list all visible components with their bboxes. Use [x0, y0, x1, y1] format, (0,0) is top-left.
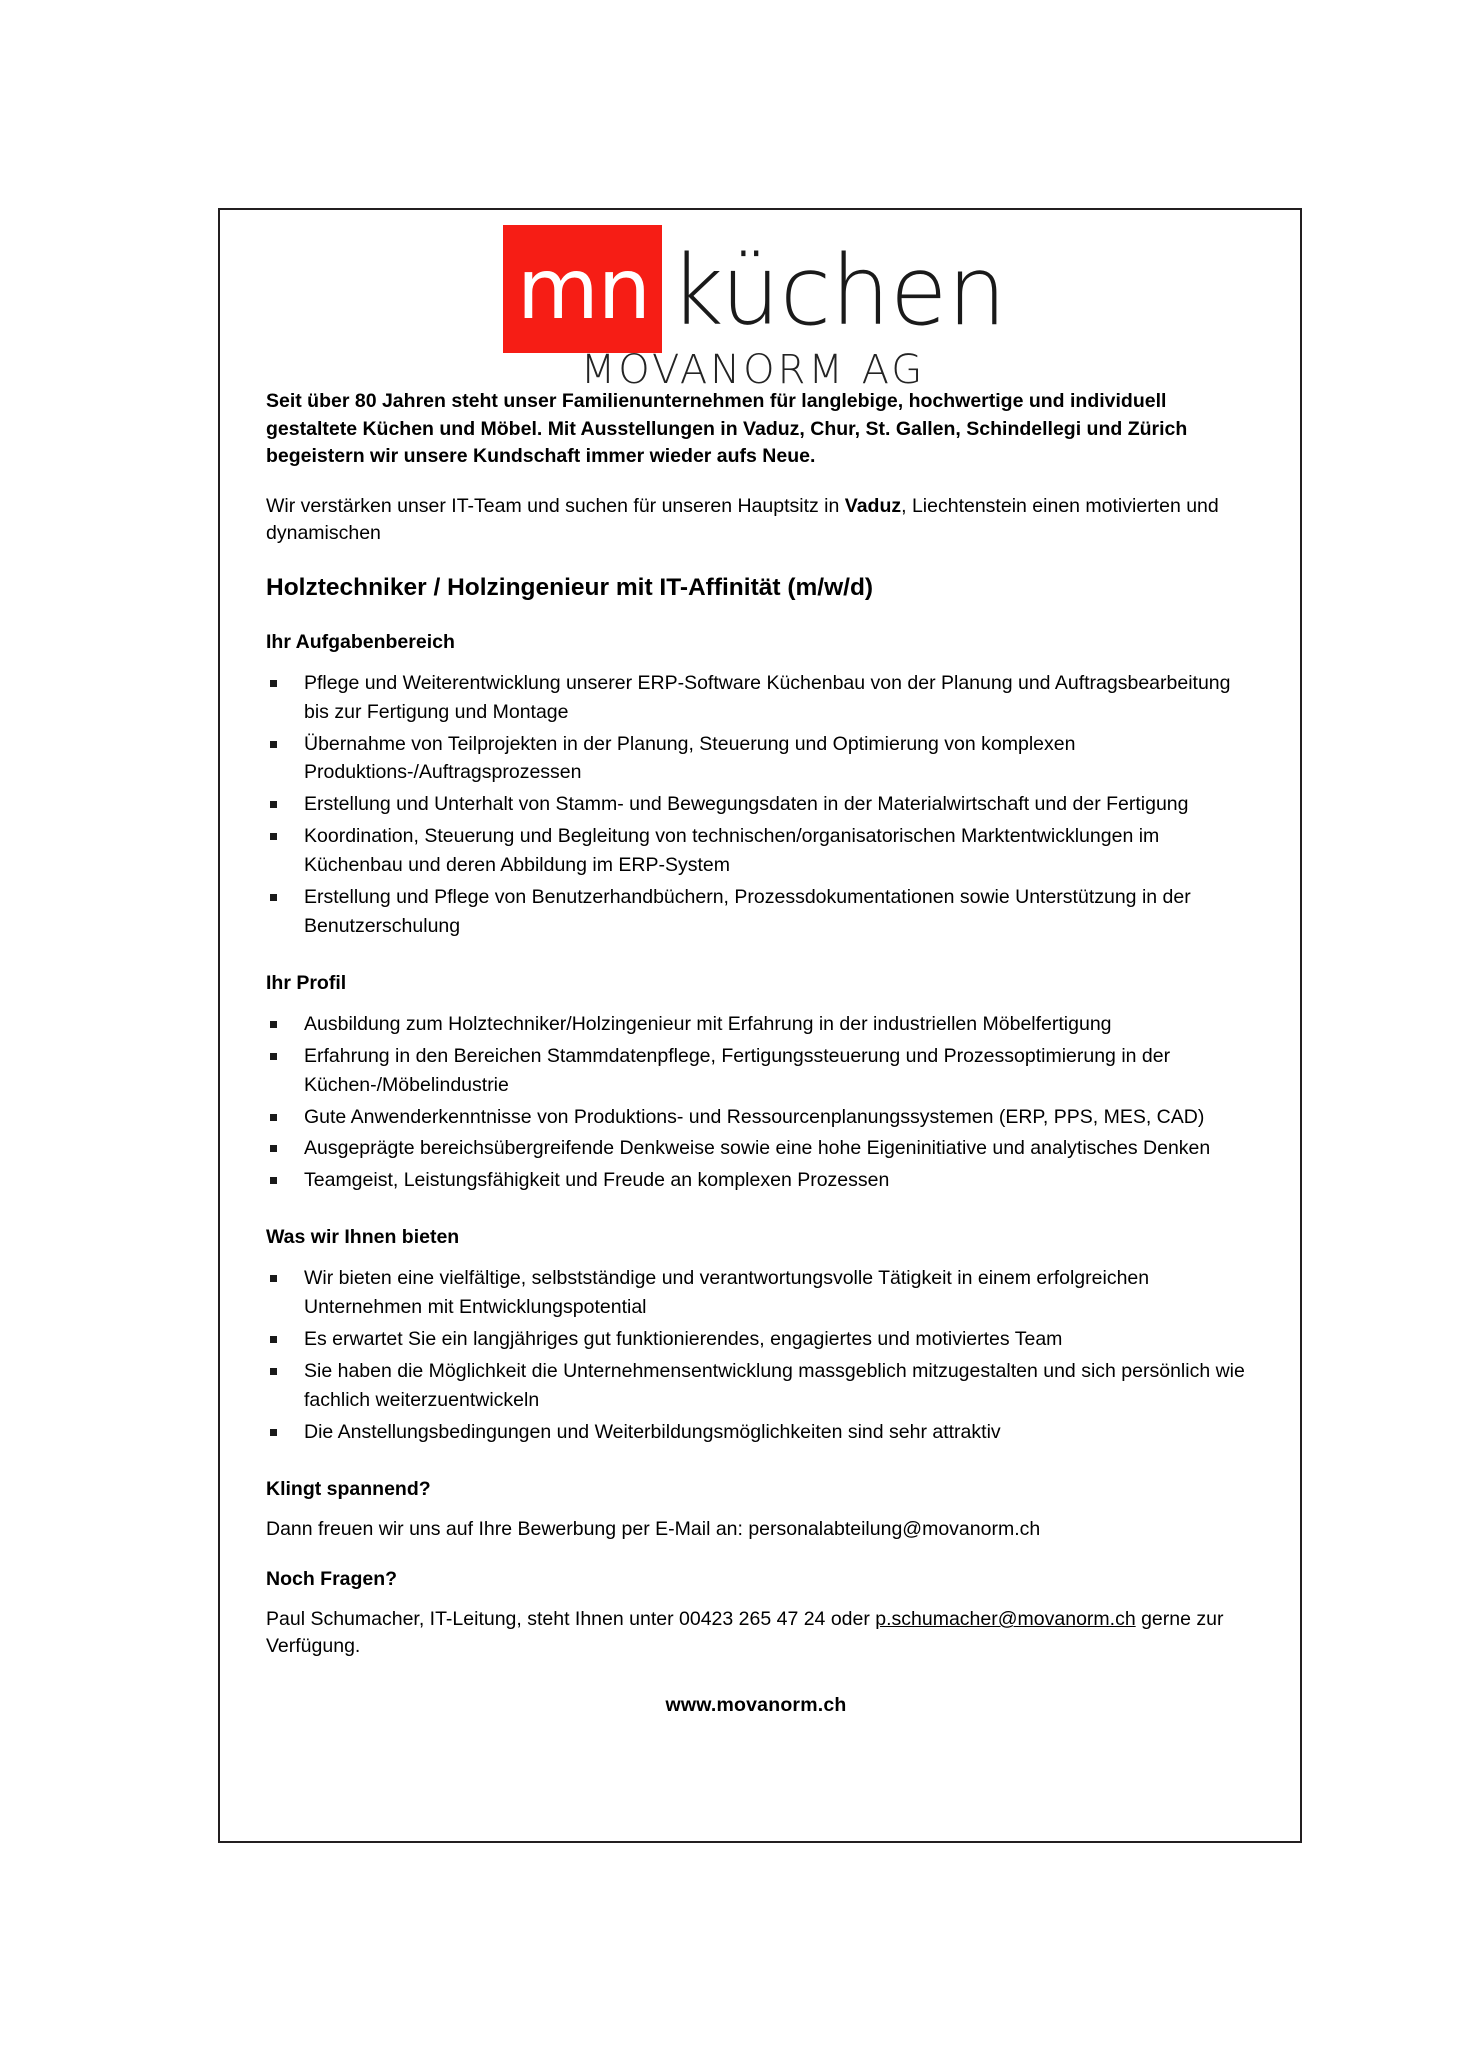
square-bullet-icon — [270, 1275, 277, 1282]
section-heading-aufgabenbereich: Ihr Aufgabenbereich — [266, 630, 455, 653]
list-item-text: Gute Anwenderkenntnisse von Produktions- und Ressourcenplanungssystemen (ERP, PPS, MES, CAD) — [304, 1105, 1205, 1128]
logo-mn-badge: mn — [503, 225, 662, 353]
list-item-text: Teamgeist, Leistungsfähigkeit und Freude an komplexen Prozessen — [304, 1169, 890, 1192]
lead-text-after: , Liechtenstein einen motivierten und dynamischen — [266, 495, 1219, 544]
list-item — [266, 790, 1246, 819]
list-item-text: Pflege und Weiterentwicklung unserer ERP-Software Küchenbau von der Planung und Auftragsbearbeitung bis zur Fertigung und Montage — [304, 671, 1231, 723]
job-advert-page — [218, 208, 1302, 1843]
logo-wordmark — [503, 225, 1017, 353]
list-item — [266, 1103, 1246, 1132]
section-heading-noch-fragen: Noch Fragen? — [266, 1567, 398, 1590]
section-heading-bieten: Was wir Ihnen bieten — [266, 1226, 460, 1249]
lead-text-before: Wir verstärken unser IT-Team und suchen für unseren Hauptsitz in — [266, 495, 845, 518]
list-item — [266, 1325, 1246, 1354]
list-item — [266, 730, 1246, 788]
list-item — [266, 1010, 1246, 1039]
square-bullet-icon — [270, 1145, 277, 1152]
list-item — [266, 1134, 1246, 1163]
page-title: Holztechniker / Holzingenieur mit IT-Affinität (m/w/d) — [266, 573, 874, 601]
list-item — [266, 1166, 1246, 1195]
list-profil — [266, 1010, 1246, 1195]
list-aufgabenbereich — [266, 669, 1246, 941]
company-logo — [220, 210, 1300, 393]
list-item-text: Es erwartet Sie ein langjähriges gut funktionierendes, engagiertes und motiviertes Team — [304, 1328, 1063, 1351]
advert-content — [266, 388, 1246, 1717]
square-bullet-icon — [270, 1429, 277, 1436]
list-bieten — [266, 1264, 1246, 1446]
list-item — [266, 822, 1246, 880]
list-item — [266, 1264, 1246, 1322]
square-bullet-icon — [270, 801, 277, 808]
list-item-text: Sie haben die Möglichkeit die Unternehmensentwicklung massgeblich mitzugestalten und sich persönlich wie fachlich weiterzuentwickeln — [304, 1360, 1245, 1411]
section-heading-profil: Ihr Profil — [266, 971, 347, 994]
square-bullet-icon — [270, 1114, 277, 1121]
list-item-text: Wir bieten eine vielfältige, selbstständige und verantwortungsvolle Tätigkeit in einem erfolgreichen Unternehmen mit Entwicklungspotential — [304, 1267, 1150, 1319]
lead-location: Vaduz — [844, 495, 902, 518]
square-bullet-icon — [270, 1177, 277, 1184]
contact-text-after: gerne zur Verfügung. — [266, 1608, 1224, 1658]
list-item — [266, 1042, 1246, 1100]
logo-subtitle: MOVANORM AG — [580, 346, 926, 393]
square-bullet-icon — [270, 741, 277, 748]
square-bullet-icon — [270, 1053, 277, 1060]
list-item-text: Erstellung und Unterhalt von Stamm- und Bewegungsdaten in der Materialwirtschaft und der Fertigung — [304, 793, 1189, 816]
list-item-text: Koordination, Steuerung und Begleitung von technischen/organisatorischen Marktentwicklungen im Küchenbau und deren Abbildung im ERP-System — [304, 825, 1160, 876]
list-item-text: Ausgeprägte bereichsübergreifende Denkweise sowie eine hohe Eigeninitiative und analytisches Denken — [304, 1137, 1211, 1160]
company-website[interactable]: www.movanorm.ch — [665, 1693, 847, 1716]
list-item-text: Erstellung und Pflege von Benutzerhandbüchern, Prozessdokumentationen sowie Unterstützung in der Benutzerschulung — [304, 885, 1191, 937]
contact-email-link[interactable]: p.schumacher@movanorm.ch — [875, 1608, 1136, 1631]
square-bullet-icon — [270, 1368, 277, 1375]
list-item-text: Erfahrung in den Bereichen Stammdatenpflege, Fertigungssteuerung und Prozessoptimierung in der Küchen-/Möbelindustrie — [304, 1044, 1171, 1096]
application-instruction: Dann freuen wir uns auf Ihre Bewerbung per E-Mail an: personalabteilung@movanorm.ch — [266, 1517, 1041, 1540]
square-bullet-icon — [270, 1336, 277, 1343]
square-bullet-icon — [270, 1021, 277, 1028]
list-item-text: Übernahme von Teilprojekten in der Planung, Steuerung und Optimierung von komplexen Produktions-/Auftragsprozessen — [304, 732, 1076, 784]
list-item-text: Die Anstellungsbedingungen und Weiterbildungsmöglichkeiten sind sehr attraktiv — [304, 1420, 1001, 1443]
intro-bold-paragraph: Seit über 80 Jahren steht unser Familienunternehmen für langlebige, hochwertige und individuell gestaltete Küchen und Möbel. Mit Ausstellungen in Vaduz, Chur, St. Gallen, Schindellegi und Zürich begeistern wir unsere Kundschaft immer wieder aufs Neue. — [266, 390, 1188, 468]
list-item-text: Ausbildung zum Holztechniker/Holzingenieur mit Erfahrung in der industriellen Möbelfertigung — [304, 1012, 1112, 1035]
contact-text-before: Paul Schumacher, IT-Leitung, steht Ihnen unter 00423 265 47 24 oder — [266, 1608, 876, 1631]
square-bullet-icon — [270, 680, 277, 687]
contact-paragraph — [266, 1606, 1246, 1660]
list-item — [266, 1357, 1246, 1415]
logo-kuechen-text: küchen — [669, 235, 1007, 347]
section-heading-klingt-spannend: Klingt spannend? — [266, 1477, 431, 1500]
list-item — [266, 883, 1246, 941]
list-item — [266, 1418, 1246, 1447]
lead-paragraph — [266, 493, 1246, 547]
closing-block — [266, 1477, 1246, 1717]
list-item — [266, 669, 1246, 727]
square-bullet-icon — [270, 894, 277, 901]
square-bullet-icon — [270, 833, 277, 840]
